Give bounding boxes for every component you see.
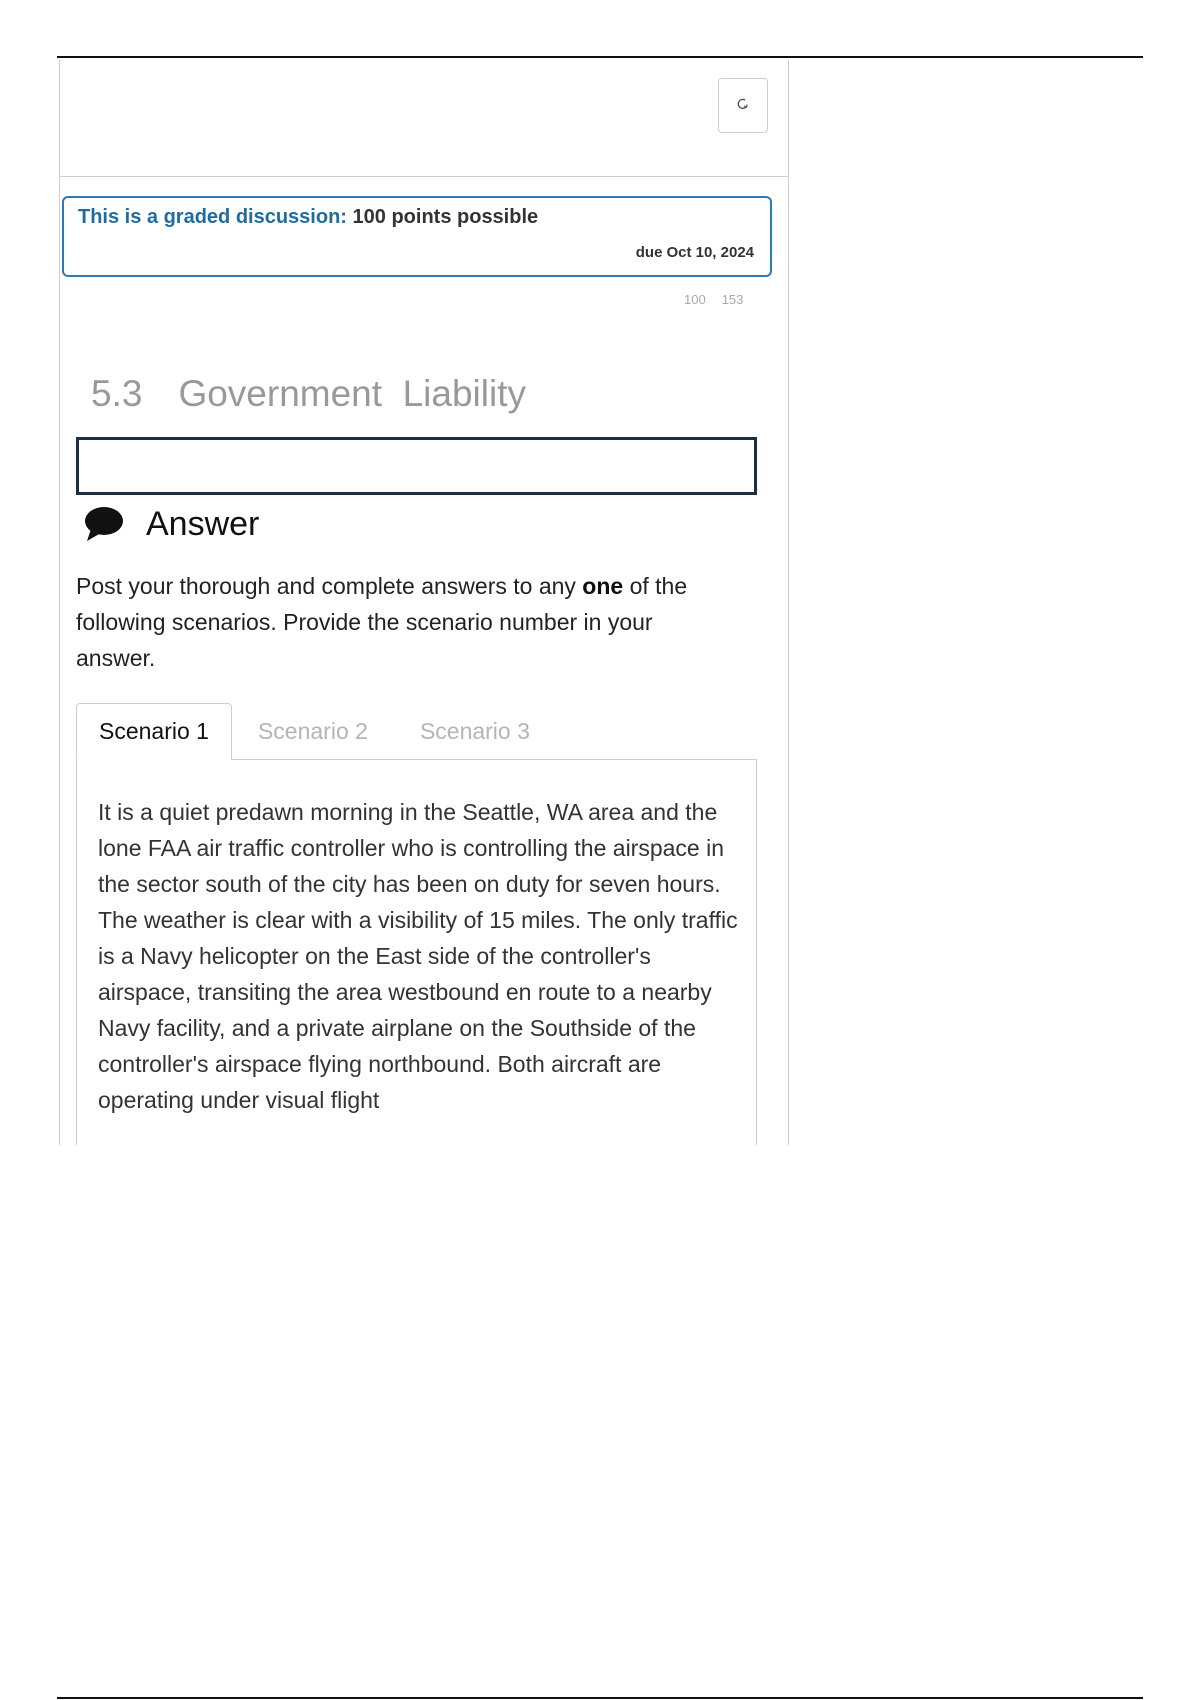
instructions-emphasis: one [582, 573, 624, 599]
tab-scenario-1[interactable]: Scenario 1 [76, 703, 232, 760]
page-bottom-rule [57, 1697, 1143, 1699]
discussion-panel [59, 60, 789, 1145]
due-date: Oct 10, 2024 [666, 244, 754, 261]
points-possible: 100 points possible [352, 206, 539, 228]
instructions-after: of the following scenarios. Provide the scenario number in your answer. [76, 573, 688, 671]
section-title: Government Liability [178, 373, 526, 414]
graded-label: This is a graded discussion: [78, 206, 347, 228]
tab-scenario-3[interactable]: Scenario 3 [419, 718, 530, 744]
scenario-tabs [76, 703, 757, 760]
graded-summary [78, 206, 538, 229]
due-date-line [636, 244, 754, 261]
instructions-before: Post your thorough and complete answers to any [76, 573, 583, 599]
page-title [91, 373, 526, 415]
due-prefix: due [635, 244, 663, 261]
scenario-text: It is a quiet predawn morning in the Seattle, WA area and the lone FAA air traffic controller who is controlling the airspace in the sector south of the city has been on duty for seven hours. The weather is clear with a visibility of 15 miles. The only traffic is a Navy helicopter on the East side of the controller's airspace, transiting the area westbound en route to a nearby Navy facility, and a private airplane on the Southside of the controller's airspace flying northbound. Both aircraft are operating under visual flight [98, 799, 738, 1113]
speech-bubble-icon [82, 503, 124, 545]
meta-number-first: 100 [684, 292, 706, 307]
tab-scenario-2[interactable]: Scenario 2 [257, 718, 368, 744]
section-number: 5.3 [91, 373, 143, 414]
meta-number-second: 153 [721, 292, 744, 307]
answer-title: Answer [146, 504, 260, 543]
answer-heading [82, 503, 259, 545]
scenario-panel [76, 759, 757, 1145]
graded-discussion-banner [62, 196, 772, 277]
meta-numbers [684, 292, 743, 307]
answer-instructions [76, 568, 716, 676]
page-top-rule [57, 56, 1143, 58]
panel-header [60, 60, 788, 177]
answer-input-field[interactable] [76, 437, 757, 495]
options-button[interactable] [718, 78, 768, 133]
refresh-icon [736, 97, 750, 114]
